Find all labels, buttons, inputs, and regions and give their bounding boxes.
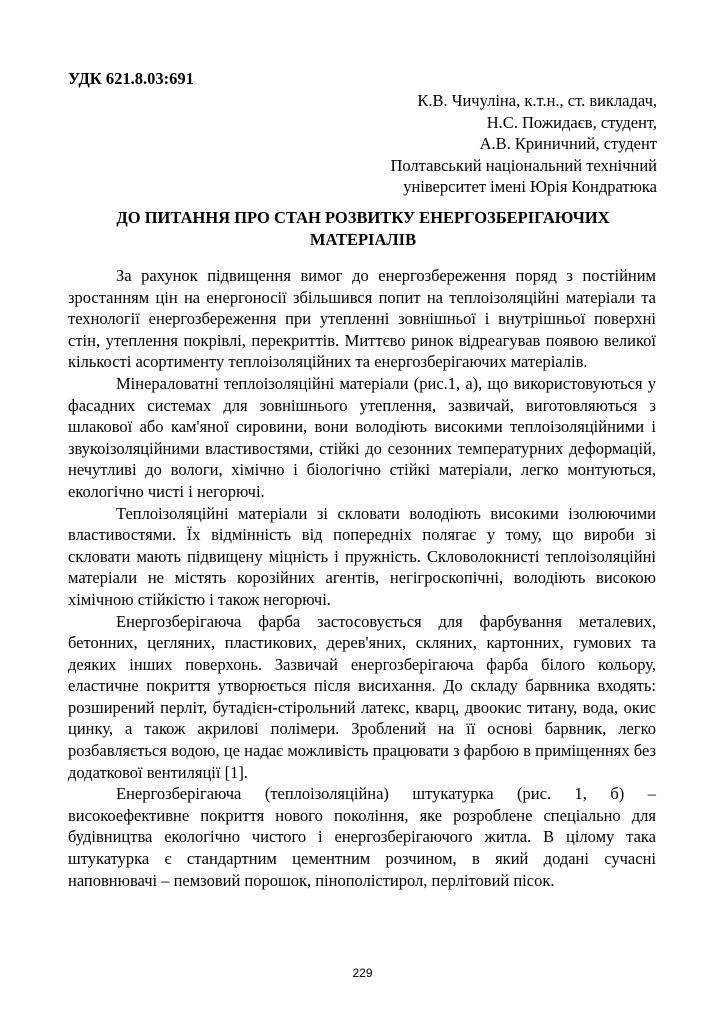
paragraph: Енергозберігаюча фарба застосовується для фарбування металевих, бетонних, цегляних, пластикових, дерев'яних, скляних, картонних, гумових та деяких інших поверхонь. Зазвичай енергозберігаюча фарба білого кольору, еластичне покриття утворюється після висихання. До складу барвника входять: розширений перліт, бутадієн-стірольний латекс, кварц, двоокис титану, вода, окис цинку, а також акрилові полімери. Зроблений на її основі барвник, легко розбавляється водою, це надає можливість працювати з фарбою в приміщеннях без додаткової вентиляції [1]. — [68, 611, 656, 782]
udc-code: УДК 621.8.03:691 — [68, 69, 194, 88]
title-line: ДО ПИТАННЯ ПРО СТАН РОЗВИТКУ ЕНЕРГОЗБЕРІГАЮЧИХ — [116, 208, 610, 227]
author-line: Н.С. Пожидаєв, студент, — [486, 112, 657, 132]
author-block — [390, 90, 657, 198]
paragraph: За рахунок підвищення вимог до енергозбереження поряд з постійним зростанням цін на енергоносії збільшився попит на теплоізоляційні матеріали та технології енергозбереження при утепленні зовнішньої і внутрішньої поверхні стін, утеплення покрівлі, перекриттів. Миттєво ринок відреагував появою великої кількості асортименту теплоізоляційних та енергозберігаючих матеріалів. — [68, 266, 656, 372]
paragraph: Теплоізоляційні матеріали зі скловати володіють високими ізолюючими властивостями. Їх відмінність від попередніх полягає у тому, що вироби зі скловати мають підвищену міцність і пружність. Скловолокнисті теплоізоляційні матеріали не містять корозійних агентів, негігроскопічні, володіють високою хімічною стійкістю і також негорючі. — [68, 503, 656, 609]
affiliation-line: університет імені Юрія Кондратюка — [403, 177, 657, 196]
author-line: К.В. Чичуліна, к.т.н., ст. викладач, — [417, 91, 657, 110]
page-number: 229 — [352, 966, 373, 980]
author-line: А.В. Криничний, студент — [479, 134, 657, 153]
affiliation-line: Полтавський національний технічний — [390, 155, 657, 175]
title-line: МАТЕРІАЛІВ — [309, 230, 417, 249]
paragraph: Мінераловатні теплоізоляційні матеріали (рис.1, а), що використовуються у фасадних системах для зовнішнього утеплення, зазвичай, виготовляються з шлакової або кам'яної сировини, вони володіють високими теплоізоляційними і звукоізоляційними властивостями, стійкі до сезонних температурних деформацій, нечутливі до вологи, хімічно і біологічно стійкі матеріали, легко монтуються, екологічно чисті і негорючі. — [68, 373, 656, 501]
paragraph: Енергозберігаюча (теплоізоляційна) штукатурка (рис. 1, б) – високоефективне покриття нового покоління, яке розроблене спеціально для будівництва екологічно чистого і енергозберігаючого житла. В цілому така штукатурка є стандартним цементним розчином, в який додані сучасні наповнювачі – пемзовий порошок, пінополістирол, перлітовий пісок. — [68, 784, 656, 890]
body-text — [68, 265, 656, 891]
paper-title — [68, 207, 658, 251]
